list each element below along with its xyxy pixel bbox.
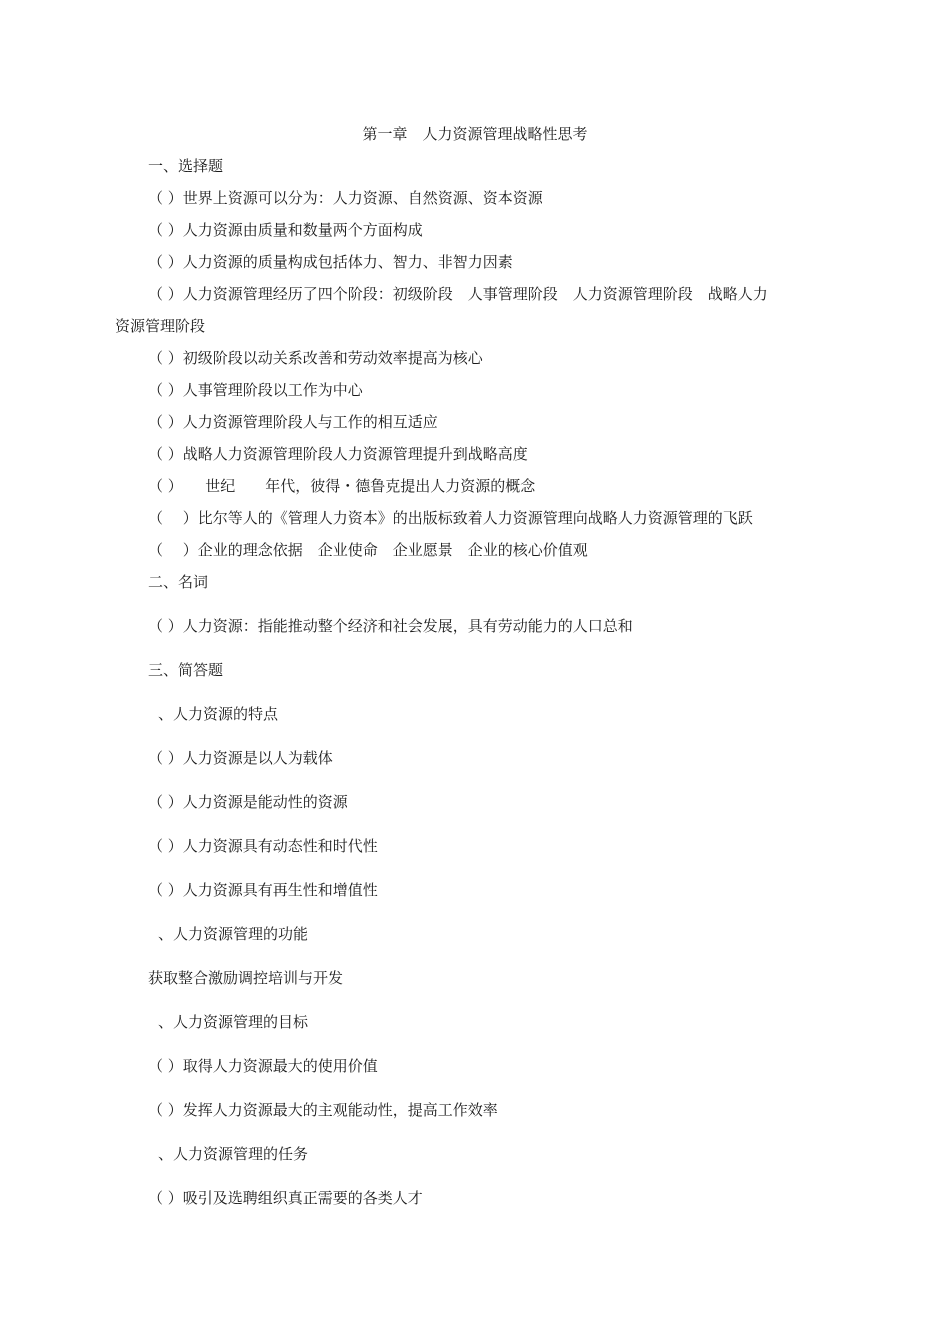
section-heading-short-answer: 三、简答题	[148, 661, 224, 679]
list-item: （ ）发挥人力资源最大的主观能动性，提高工作效率	[148, 1101, 498, 1119]
list-item: （ ）人力资源具有再生性和增值性	[148, 881, 378, 899]
list-item: （ ）人力资源是能动性的资源	[148, 793, 348, 811]
list-item: （ ）吸引及选聘组织真正需要的各类人才	[148, 1189, 423, 1207]
list-item: （ ）战略人力资源管理阶段人力资源管理提升到战略高度	[148, 445, 528, 463]
section-heading-terms: 二、名词	[148, 573, 209, 591]
list-item: （ ）企业的理念依据 企业使命 企业愿景 企业的核心价值观	[148, 541, 588, 559]
subsection-heading: 、人力资源管理的任务	[158, 1145, 309, 1163]
subsection-heading: 、人力资源的特点	[158, 705, 279, 723]
list-item: （ ）人力资源的质量构成包括体力、智力、非智力因素	[148, 253, 513, 271]
subsection-heading: 、人力资源管理的目标	[158, 1013, 309, 1031]
list-item: （ ）取得人力资源最大的使用价值	[148, 1057, 378, 1075]
subsection-heading: 、人力资源管理的功能	[158, 925, 309, 943]
list-item: （ ）世界上资源可以分为：人力资源、自然资源、资本资源	[148, 189, 543, 207]
list-item: （ ）比尔等人的《管理人力资本》的出版标致着人力资源管理向战略人力资源管理的飞跃	[148, 509, 753, 527]
list-item: （ ） 世纪 年代，彼得・德鲁克提出人力资源的概念	[148, 477, 536, 495]
list-item: （ ）人力资源管理阶段人与工作的相互适应	[148, 413, 438, 431]
list-item: （ ）人事管理阶段以工作为中心	[148, 381, 363, 399]
list-item: （ ）人力资源管理经历了四个阶段：初级阶段 人事管理阶段 人力资源管理阶段 战略人力	[148, 285, 768, 303]
list-item: （ ）人力资源由质量和数量两个方面构成	[148, 221, 423, 239]
list-item: （ ）人力资源具有动态性和时代性	[148, 837, 378, 855]
section-heading-choice: 一、选择题	[148, 157, 224, 175]
list-item: （ ）人力资源是以人为载体	[148, 749, 333, 767]
list-item-continuation: 资源管理阶段	[115, 317, 206, 335]
paragraph: 获取整合激励调控培训与开发	[148, 969, 344, 987]
page-title: 第一章 人力资源管理战略性思考	[362, 125, 588, 143]
list-item: （ ）初级阶段以动关系改善和劳动效率提高为核心	[148, 349, 483, 367]
list-item: （ ）人力资源：指能推动整个经济和社会发展，具有劳动能力的人口总和	[148, 617, 633, 635]
